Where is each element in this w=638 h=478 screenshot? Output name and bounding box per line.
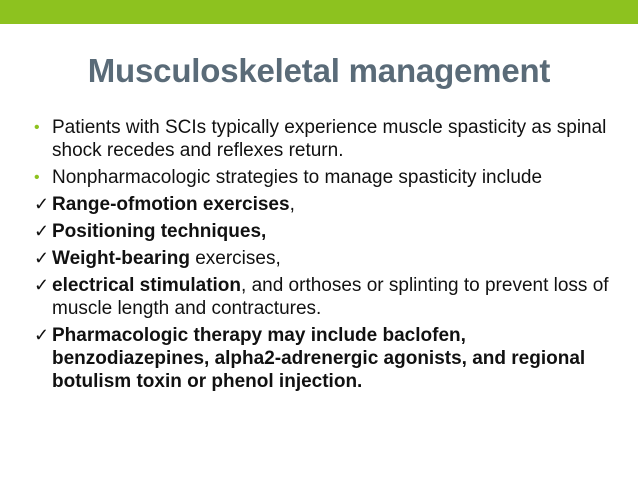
check-item-range-of-motion [34,193,614,216]
check-text: , and orthoses or splinting to prevent loss of muscle length and contractures. [52,275,609,319]
checkmark-icon: ✓ [34,221,50,241]
check-bold-text: Range-ofmotion exercises [52,194,290,215]
bullet-text: Nonpharmacologic strategies to manage spasticity include [52,167,543,188]
check-item-weight-bearing [34,247,614,270]
check-text: , [289,194,295,215]
checkmark-icon: ✓ [34,275,50,295]
check-bold-text: Positioning techniques, [52,221,267,242]
bullet-text: Patients with SCIs typically experience muscle spasticity as spinal shock recedes and reflexes return. [52,117,607,161]
slide-body [34,116,614,397]
checkmark-icon: ✓ [34,194,50,214]
check-item-pharmacologic [34,324,614,393]
checkmark-icon: ✓ [34,248,50,268]
slide-title: Musculoskeletal management [87,52,551,89]
check-bold-text: Pharmacologic therapy may include baclofen, benzodiazepines, alpha2-adrenergic agonists, and regional botulism toxin or phenol injection. [52,325,586,392]
check-item-electrical-stimulation [34,274,614,320]
bullet-item-2 [34,166,614,189]
check-text: exercises, [189,248,281,269]
bullet-item-1 [34,116,614,162]
checkmark-icon: ✓ [34,325,50,345]
check-bold-text: Weight-bearing [52,248,190,269]
check-item-positioning [34,220,614,243]
bullet-icon: • [34,169,40,186]
top-accent-bar [0,0,638,24]
bullet-icon: • [34,119,40,136]
check-bold-text: electrical stimulation [52,275,242,296]
